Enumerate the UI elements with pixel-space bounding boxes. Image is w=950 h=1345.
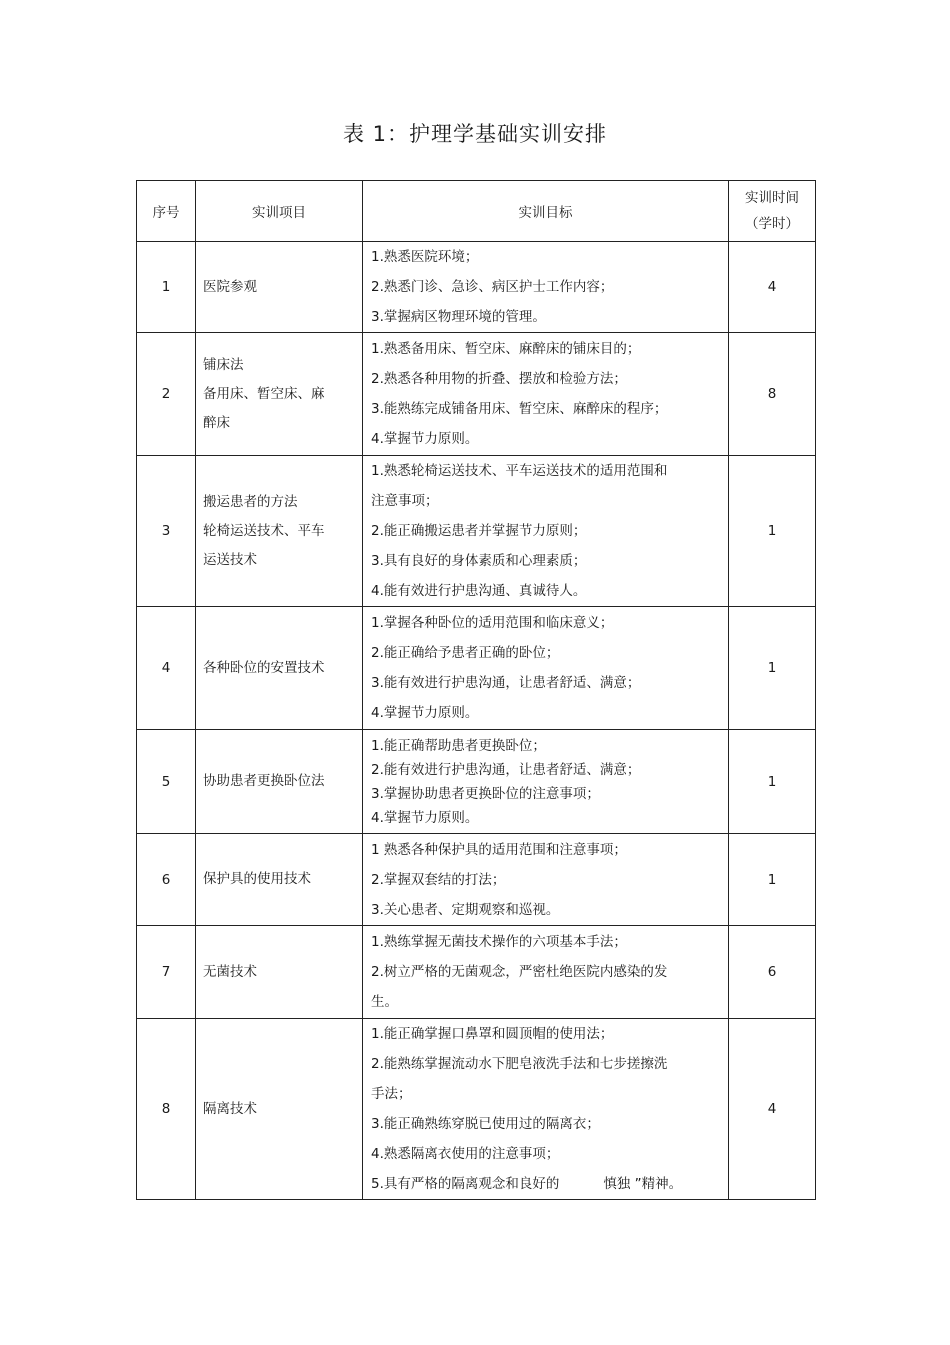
row-hours: 1 [729, 834, 816, 926]
goal-line: 1.掌握各种卧位的适用范围和临床意义； [371, 615, 614, 631]
row-item-line: 隔离技术 [203, 1100, 257, 1117]
table-row [137, 333, 816, 456]
goal-line: 2.能正确给予患者正确的卧位； [371, 645, 560, 661]
row-goals [363, 456, 729, 607]
table-row [137, 1019, 816, 1200]
row-goals [363, 242, 729, 333]
row-no: 5 [137, 730, 196, 834]
goal-line: 注意事项； [371, 493, 439, 509]
goal-line: 3.具有良好的身体素质和心理素质； [371, 553, 587, 569]
goal-line: 1.熟悉备用床、暂空床、麻醉床的铺床目的； [371, 341, 641, 357]
row-no: 1 [137, 242, 196, 333]
goal-line-last-b: 慎独 ”精神。 [603, 1176, 683, 1192]
row-item-line: 备用床、暂空床、麻 [203, 385, 325, 402]
table-row [137, 834, 816, 926]
table-row [137, 926, 816, 1019]
header-hours [729, 181, 816, 242]
row-goals [363, 607, 729, 730]
row-hours: 8 [729, 333, 816, 456]
table-row [137, 730, 816, 834]
goal-line: 3.掌握病区物理环境的管理。 [371, 309, 546, 325]
goal-line: 2.能有效进行护患沟通，让患者舒适、满意； [371, 761, 641, 778]
row-item-line: 轮椅运送技术、平车 [203, 522, 325, 539]
goal-line: 4.掌握节力原则。 [371, 705, 479, 721]
header-item: 实训项目 [196, 181, 363, 242]
row-item [196, 456, 363, 607]
table-header-row [137, 181, 816, 242]
row-hours: 1 [729, 607, 816, 730]
goal-line: 2.树立严格的无菌观念，严密杜绝医院内感染的发 [371, 964, 668, 980]
row-item [196, 730, 363, 834]
goal-line: 3.关心患者、定期观察和巡视。 [371, 901, 560, 918]
row-item [196, 1019, 363, 1200]
goal-line: 4.掌握节力原则。 [371, 809, 479, 826]
goal-line-last-a: 5.具有严格的隔离观念和良好的 [371, 1176, 560, 1192]
goal-line: 1.能正确帮助患者更换卧位； [371, 737, 546, 754]
row-item-line: 协助患者更换卧位法 [203, 773, 325, 789]
goal-line: 1.熟悉医院环境； [371, 249, 479, 265]
row-no: 8 [137, 1019, 196, 1200]
row-item [196, 607, 363, 730]
table-row [137, 607, 816, 730]
row-hours: 4 [729, 1019, 816, 1200]
row-no: 3 [137, 456, 196, 607]
table-row [137, 242, 816, 333]
row-hours: 6 [729, 926, 816, 1019]
goal-line: 1.熟悉轮椅运送技术、平车运送技术的适用范围和 [371, 463, 668, 479]
goal-line: 4.掌握节力原则。 [371, 431, 479, 447]
goal-line: 3.能熟练完成铺备用床、暂空床、麻醉床的程序； [371, 401, 668, 417]
goal-line: 生。 [371, 994, 398, 1010]
row-no: 2 [137, 333, 196, 456]
row-item-line: 医院参观 [203, 278, 257, 295]
goal-line: 2.能熟练掌握流动水下肥皂液洗手法和七步搓擦洗 [371, 1056, 668, 1072]
row-no: 4 [137, 607, 196, 730]
row-hours: 4 [729, 242, 816, 333]
row-goals [363, 333, 729, 456]
row-goals [363, 834, 729, 926]
row-hours: 1 [729, 456, 816, 607]
row-item [196, 926, 363, 1019]
row-goals [363, 730, 729, 834]
goal-line: 4.能有效进行护患沟通、真诚待人。 [371, 583, 587, 599]
row-goals [363, 926, 729, 1019]
row-item [196, 834, 363, 926]
goal-line: 2.熟悉门诊、急诊、病区护士工作内容； [371, 279, 614, 295]
goal-line: 1.熟练掌握无菌技术操作的六项基本手法； [371, 934, 627, 950]
goal-line: 3.能有效进行护患沟通，让患者舒适、满意； [371, 675, 641, 691]
goal-line: 2.掌握双套结的打法； [371, 871, 506, 888]
row-item-line: 搬运患者的方法 [203, 493, 298, 510]
goal-line: 2.熟悉各种用物的折叠、摆放和检验方法； [371, 371, 627, 387]
row-item [196, 242, 363, 333]
goal-line: 3.掌握协助患者更换卧位的注意事项； [371, 785, 600, 802]
row-item [196, 333, 363, 456]
table-row [137, 456, 816, 607]
goal-line: 手法； [371, 1086, 412, 1102]
training-schedule-table [136, 180, 816, 1200]
row-item-line: 醉床 [203, 414, 230, 431]
row-item-line: 无菌技术 [203, 963, 257, 980]
goal-line: 1.能正确掌握口鼻罩和圆顶帽的使用法； [371, 1026, 614, 1042]
row-no: 7 [137, 926, 196, 1019]
header-hours-line2: （学时） [745, 216, 799, 232]
row-item-line: 保护具的使用技术 [203, 871, 311, 887]
row-no: 6 [137, 834, 196, 926]
header-hours-line1: 实训时间 [745, 190, 799, 206]
row-goals [363, 1019, 729, 1200]
row-item-line: 运送技术 [203, 551, 257, 568]
row-hours: 1 [729, 730, 816, 834]
goal-line: 4.熟悉隔离衣使用的注意事项； [371, 1146, 560, 1162]
goal-line: 3.能正确熟练穿脱已使用过的隔离衣； [371, 1116, 600, 1132]
header-goal: 实训目标 [363, 181, 729, 242]
goal-line: 2.能正确搬运患者并掌握节力原则； [371, 523, 587, 539]
header-no: 序号 [137, 181, 196, 242]
goal-line-last [371, 1169, 728, 1199]
goal-line: 1 熟悉各种保护具的适用范围和注意事项； [371, 841, 627, 858]
row-item-line: 铺床法 [203, 356, 244, 373]
page-title: 表 1：护理学基础实训安排 [342, 122, 608, 146]
row-item-line: 各种卧位的安置技术 [203, 659, 325, 676]
